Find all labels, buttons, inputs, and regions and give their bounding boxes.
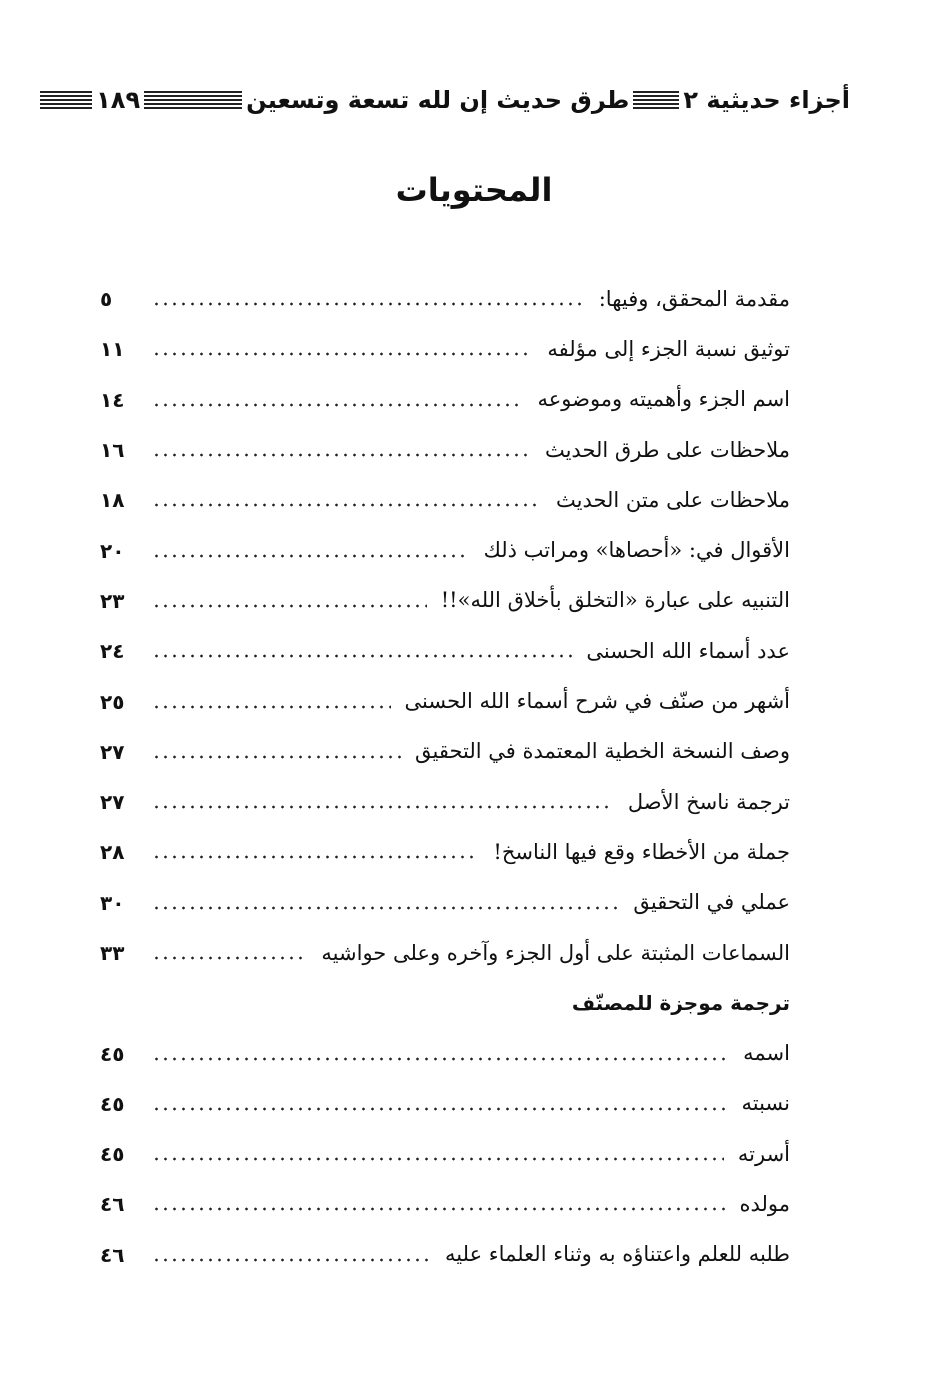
toc-entry-page: ٤٥ <box>100 1091 125 1116</box>
dot-leader <box>152 1258 431 1262</box>
toc-entry-page: ٣٠ <box>100 890 125 915</box>
dot-leader <box>152 1107 727 1111</box>
toc-entry <box>100 1230 790 1280</box>
toc-entry-page: ٥ <box>100 287 113 312</box>
dot-leader <box>152 503 542 507</box>
dot-leader <box>152 554 470 558</box>
toc-section-heading <box>100 978 790 1028</box>
toc-entry-page: ٤٥ <box>100 1142 125 1167</box>
toc-entry <box>100 525 790 575</box>
toc-entry-label: مولده <box>739 1191 790 1216</box>
header-rule <box>633 91 679 109</box>
dot-leader <box>152 755 401 759</box>
toc-entry-label: اسم الجزء وأهميته وموضوعه <box>537 387 790 412</box>
toc-entry-label: السماعات المثبتة على أول الجزء وآخره وعلى حواشيه <box>321 940 790 965</box>
header-rule <box>40 91 92 109</box>
toc-entry-label: أسرته <box>737 1141 790 1166</box>
toc-entry-page: ٢٧ <box>100 790 125 815</box>
toc-entry-label: ترجمة ناسخ الأصل <box>627 789 790 814</box>
running-header-book-part: أجزاء حديثية ٢ <box>683 86 850 114</box>
toc-entry-label: عملي في التحقيق <box>633 890 790 915</box>
toc-entry-label: التنبيه على عبارة «التخلق بأخلاق الله»!! <box>440 588 790 613</box>
dot-leader <box>152 302 585 306</box>
toc-entry-page: ٢٤ <box>100 639 125 664</box>
toc-entry <box>100 576 790 626</box>
toc-entry-page: ٢٧ <box>100 739 125 764</box>
toc-entry-label: نسبته <box>741 1091 790 1116</box>
toc-entry <box>100 777 790 827</box>
toc-entry <box>100 274 790 324</box>
toc-entry-label: طلبه للعلم واعتناؤه به وثناء العلماء عليه <box>445 1242 790 1267</box>
running-header <box>96 78 850 122</box>
toc-entry-label: توثيق نسبة الجزء إلى مؤلفه <box>547 336 790 361</box>
dot-leader <box>152 1057 729 1061</box>
dot-leader <box>152 352 533 356</box>
toc-entry-page: ١٨ <box>100 488 125 513</box>
toc-entry-label: ملاحظات على طرق الحديث <box>544 437 790 462</box>
toc-entry <box>100 1028 790 1078</box>
toc-entry <box>100 375 790 425</box>
toc-entry-page: ٤٦ <box>100 1192 125 1217</box>
toc-entry-page: ٢٨ <box>100 840 125 865</box>
toc-entry-label: اسمه <box>743 1041 790 1066</box>
toc-entry-label: أشهر من صنّف في شرح أسماء الله الحسنى <box>404 689 790 714</box>
toc-entry-label: ملاحظات على متن الحديث <box>555 487 790 512</box>
dot-leader <box>152 403 523 407</box>
section-heading-label: ترجمة موجزة للمصنّف <box>571 991 790 1016</box>
toc-entry-page: ٣٣ <box>100 941 125 965</box>
toc-entry-label: الأقوال في: «أحصاها» ومراتب ذلك <box>483 538 790 563</box>
dot-leader <box>152 906 619 910</box>
toc-entry <box>100 1079 790 1129</box>
table-of-contents <box>100 274 790 1280</box>
toc-entry-page: ٢٠ <box>100 538 125 563</box>
toc-entry <box>100 425 790 475</box>
toc-entry <box>100 626 790 676</box>
toc-entry-label: عدد أسماء الله الحسنى <box>586 638 790 663</box>
toc-entry-label: وصف النسخة الخطية المعتمدة في التحقيق <box>415 739 790 764</box>
toc-entry <box>100 827 790 877</box>
toc-entry-page: ٤٥ <box>100 1041 125 1066</box>
toc-entry <box>100 878 790 928</box>
running-header-page-number: ١٨٩ <box>96 86 141 114</box>
dot-leader <box>152 654 572 658</box>
toc-entry <box>100 727 790 777</box>
header-rule <box>144 91 242 109</box>
toc-entry-page: ١٦ <box>100 438 125 463</box>
toc-entry <box>100 475 790 525</box>
running-header-book-title: طرق حديث إن لله تسعة وتسعين <box>246 86 630 114</box>
dot-leader <box>152 855 479 859</box>
toc-entry <box>100 324 790 374</box>
page-title: المحتويات <box>395 171 553 209</box>
toc-entry <box>100 676 790 726</box>
toc-entry <box>100 1179 790 1229</box>
dot-leader <box>152 604 427 608</box>
toc-entry-page: ١١ <box>100 337 125 362</box>
toc-entry-label: مقدمة المحقق، وفيها: <box>598 286 790 311</box>
toc-entry <box>100 928 790 978</box>
toc-entry <box>100 1129 790 1179</box>
toc-entry-page: ٤٦ <box>100 1242 125 1267</box>
dot-leader <box>152 1207 725 1211</box>
dot-leader <box>152 956 307 960</box>
toc-entry-page: ١٤ <box>100 387 125 412</box>
toc-entry-label: جملة من الأخطاء وقع فيها الناسخ! <box>493 839 790 864</box>
toc-entry-page: ٢٥ <box>100 689 125 714</box>
toc-entry-page: ٢٣ <box>100 588 125 613</box>
dot-leader <box>152 453 531 457</box>
dot-leader <box>152 705 391 709</box>
dot-leader <box>152 1157 724 1161</box>
dot-leader <box>152 805 614 809</box>
